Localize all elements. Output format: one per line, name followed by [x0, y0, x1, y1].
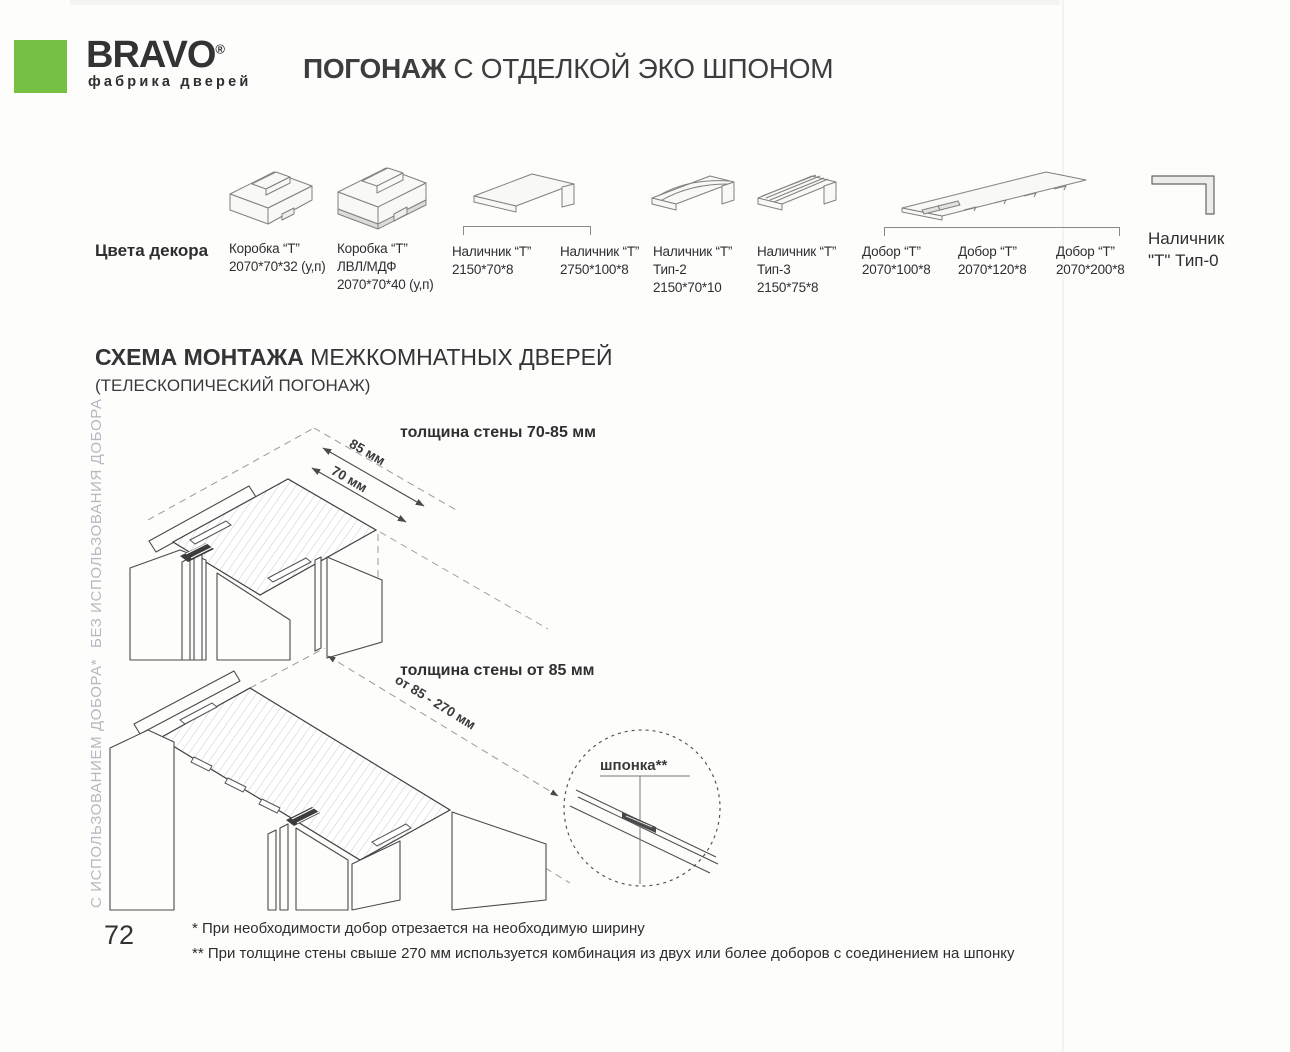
product-name: Наличник “Т”: [560, 244, 640, 259]
scheme-title-rest: МЕЖКОМНАТНЫХ ДВЕРЕЙ: [303, 344, 613, 370]
page-title: [303, 53, 833, 85]
right-casing-board: [327, 557, 382, 658]
scheme-title-bold: СХЕМА МОНТАЖА: [95, 344, 304, 370]
product-size: 2070*120*8: [958, 262, 1027, 277]
product-label: [229, 240, 326, 276]
product-label: [653, 243, 732, 297]
product-size: 2070*70*40 (у,п): [337, 277, 434, 292]
product-size: 2150*75*8: [757, 280, 819, 295]
korobka-t-icon: [222, 162, 320, 234]
footnote-1: * При необходимости добор отрезается на необходимую ширину: [192, 920, 645, 937]
wall-thickness-heading-2: толщина стены от 85 мм: [400, 662, 595, 679]
product-type: Тип-3: [757, 262, 791, 277]
product-label: [560, 243, 639, 279]
product-size: 2070*100*8: [862, 262, 931, 277]
product-name: Наличник “Т”: [757, 244, 837, 259]
door-leaf-edge: [280, 824, 288, 910]
magnifier-circle: [564, 730, 720, 886]
wall-thickness-heading-1: толщина стены 70-85 мм: [400, 424, 596, 441]
scan-artifact: [70, 0, 1060, 5]
product-name: Наличник “Т”: [653, 244, 733, 259]
registered-mark: ®: [215, 41, 225, 57]
door-leaf-edge: [194, 553, 202, 660]
decor-colors-label: Цвета декора: [95, 241, 209, 260]
door-leaf-edge: [268, 830, 276, 910]
scheme-subtitle: (ТЕЛЕСКОПИЧЕСКИЙ ПОГОНАЖ): [95, 376, 371, 395]
side-label-no-dobor: БЕЗ ИСПОЛЬЗОВАНИЯ ДОБОРА: [88, 398, 105, 648]
product-label: [337, 240, 434, 294]
dim-range-label: от 85 - 270 мм: [392, 671, 479, 733]
dim-85-label: 85 мм: [346, 435, 388, 469]
product-name: Добор “Т”: [1056, 244, 1115, 259]
spline-label: шпонка**: [600, 757, 668, 774]
nalichnik-flat-icon: [468, 166, 580, 226]
page-title-rest: С ОТДЕЛКОЙ ЭКО ШПОНОМ: [445, 53, 834, 84]
product-name: Наличник: [1148, 229, 1225, 248]
dobor-panel-icon: [894, 164, 1112, 228]
page-scan-edge: [1062, 0, 1064, 1052]
product-label: [862, 243, 931, 279]
scheme-title: [95, 344, 613, 371]
product-name: Добор “Т”: [862, 244, 921, 259]
detail-circle: [556, 714, 728, 900]
right-wall-board: [452, 812, 546, 910]
grouping-bracket: [884, 227, 1120, 236]
product-type: "Т" Тип-0: [1148, 251, 1219, 270]
product-label: [1148, 228, 1224, 272]
product-size: 2070*70*32 (у,п): [229, 259, 326, 274]
product-material: ЛВЛ/МДФ: [337, 259, 397, 274]
diagram-no-dobor: [118, 410, 618, 670]
product-label: [757, 243, 836, 297]
korobka-lvl-icon: [330, 158, 436, 236]
door-jamb: [110, 730, 174, 910]
product-size: 2150*70*8: [452, 262, 514, 277]
product-label: [1056, 243, 1125, 279]
brand-logo-square: [14, 40, 67, 93]
door-leaf-edge: [182, 558, 190, 660]
brand-tagline: фабрика дверей: [88, 74, 252, 90]
nalichnik-tip2-icon: [646, 166, 738, 226]
page-number: 72: [104, 920, 135, 950]
brand-name-text: BRAVO: [86, 34, 216, 76]
page-title-bold: ПОГОНАЖ: [303, 53, 446, 84]
product-label: [958, 243, 1027, 279]
product-size: 2070*200*8: [1056, 262, 1125, 277]
product-name: Коробка “Т”: [337, 241, 408, 256]
product-label: [452, 243, 531, 279]
dim-70-label: 70 мм: [328, 462, 370, 496]
nalichnik-tip3-icon: [752, 166, 840, 226]
grouping-bracket: [463, 226, 591, 235]
product-name: Наличник “Т”: [452, 244, 532, 259]
product-name: Коробка “Т”: [229, 241, 300, 256]
nalichnik-tip0-icon: [1148, 168, 1220, 222]
product-type: Тип-2: [653, 262, 687, 277]
product-size: 2750*100*8: [560, 262, 629, 277]
footnote-2: ** При толщине стены свыше 270 мм используется комбинация из двух или более доборов с соединением на шпонку: [192, 945, 1015, 962]
product-size: 2150*70*10: [653, 280, 722, 295]
side-label-with-dobor: С ИСПОЛЬЗОВАНИЕМ ДОБОРА*: [88, 658, 105, 908]
brand-name: [86, 34, 224, 77]
product-name: Добор “Т”: [958, 244, 1017, 259]
